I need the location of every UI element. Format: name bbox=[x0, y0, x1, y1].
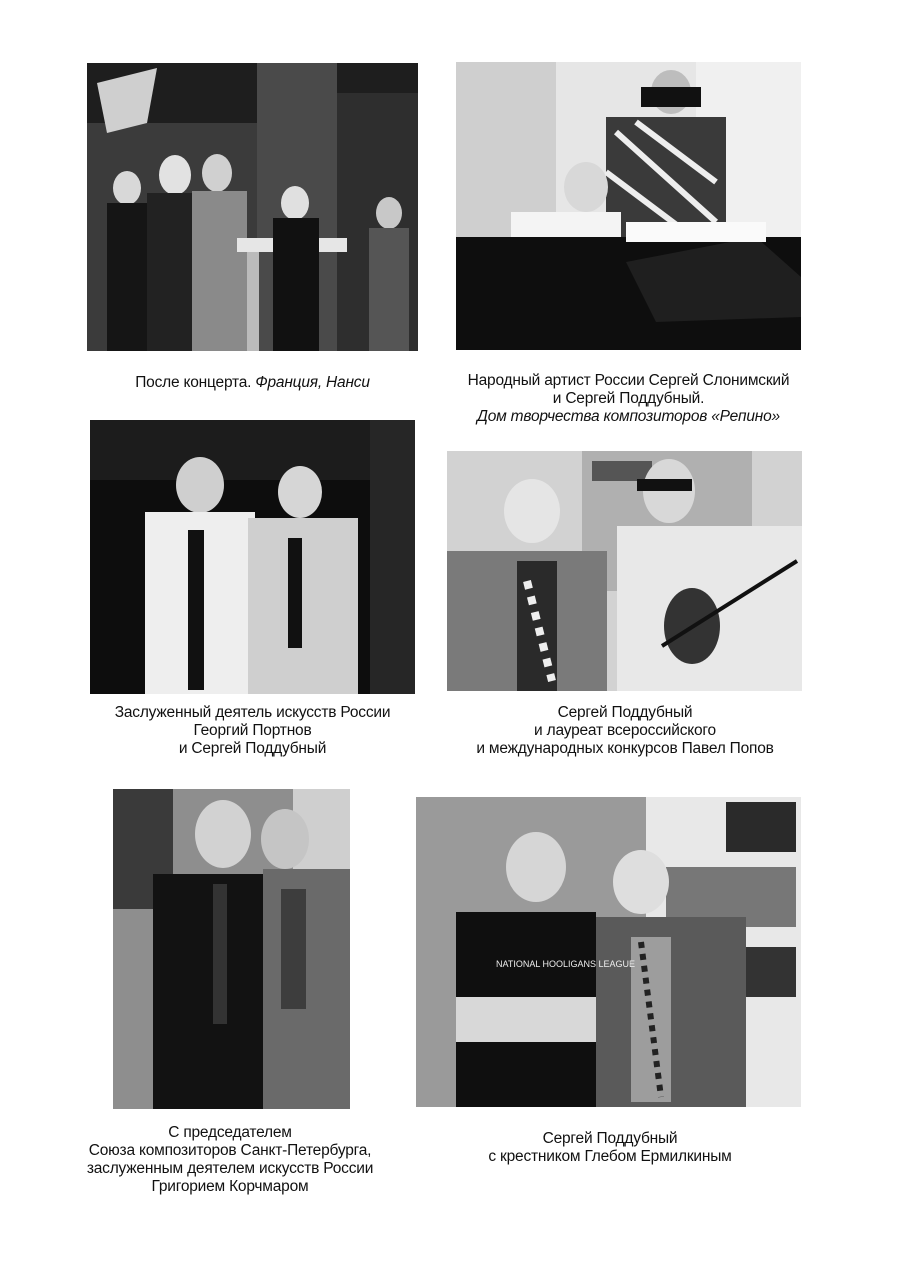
caption-portnov bbox=[80, 704, 425, 758]
caption-line-1: Заслуженный деятель искусств России bbox=[114, 704, 391, 721]
caption-line-1: Сергей Поддубный bbox=[557, 704, 693, 721]
caption-slonimsky bbox=[440, 372, 817, 426]
caption-line-3: и международных конкурсов Павел Попов bbox=[476, 740, 774, 757]
caption-line-2: Георгий Портнов bbox=[193, 722, 312, 739]
caption-line-2: и лауреат всероссийского bbox=[534, 722, 716, 739]
caption-popov bbox=[440, 704, 810, 758]
photo-slonimsky-piano bbox=[456, 62, 801, 350]
photo-concert-nancy bbox=[87, 63, 418, 351]
caption-line-2: с крестником Глебом Ермилкиным bbox=[488, 1148, 732, 1165]
caption-text: После концерта. bbox=[135, 374, 256, 391]
photo-popov-violin bbox=[447, 451, 802, 691]
caption-line-3: заслуженным деятелем искусств России bbox=[86, 1160, 374, 1177]
caption-line-3: и Сергей Поддубный bbox=[178, 740, 327, 757]
caption-concert-nancy bbox=[87, 374, 418, 392]
caption-line-2: Союза композиторов Санкт-Петербурга, bbox=[88, 1142, 372, 1159]
caption-ermilkin bbox=[450, 1130, 770, 1166]
caption-line-4: Григорием Корчмаром bbox=[151, 1178, 309, 1195]
caption-line-1: С председателем bbox=[168, 1124, 292, 1141]
caption-line-1: Сергей Поддубный bbox=[542, 1130, 678, 1147]
photo-portnov bbox=[90, 420, 415, 694]
photo-korchmar bbox=[113, 789, 350, 1109]
caption-line-3: Дом творчества композиторов «Репино» bbox=[477, 408, 780, 425]
caption-line-1: Народный артист России Сергей Слонимский bbox=[467, 372, 790, 389]
caption-place: Франция, Нанси bbox=[255, 374, 370, 391]
caption-korchmar bbox=[60, 1124, 400, 1196]
shirt-print: NATIONAL HOOLIGANS LEAGUE bbox=[496, 959, 636, 969]
caption-line-2: и Сергей Поддубный. bbox=[552, 390, 705, 407]
photo-ermilkin bbox=[416, 797, 801, 1107]
